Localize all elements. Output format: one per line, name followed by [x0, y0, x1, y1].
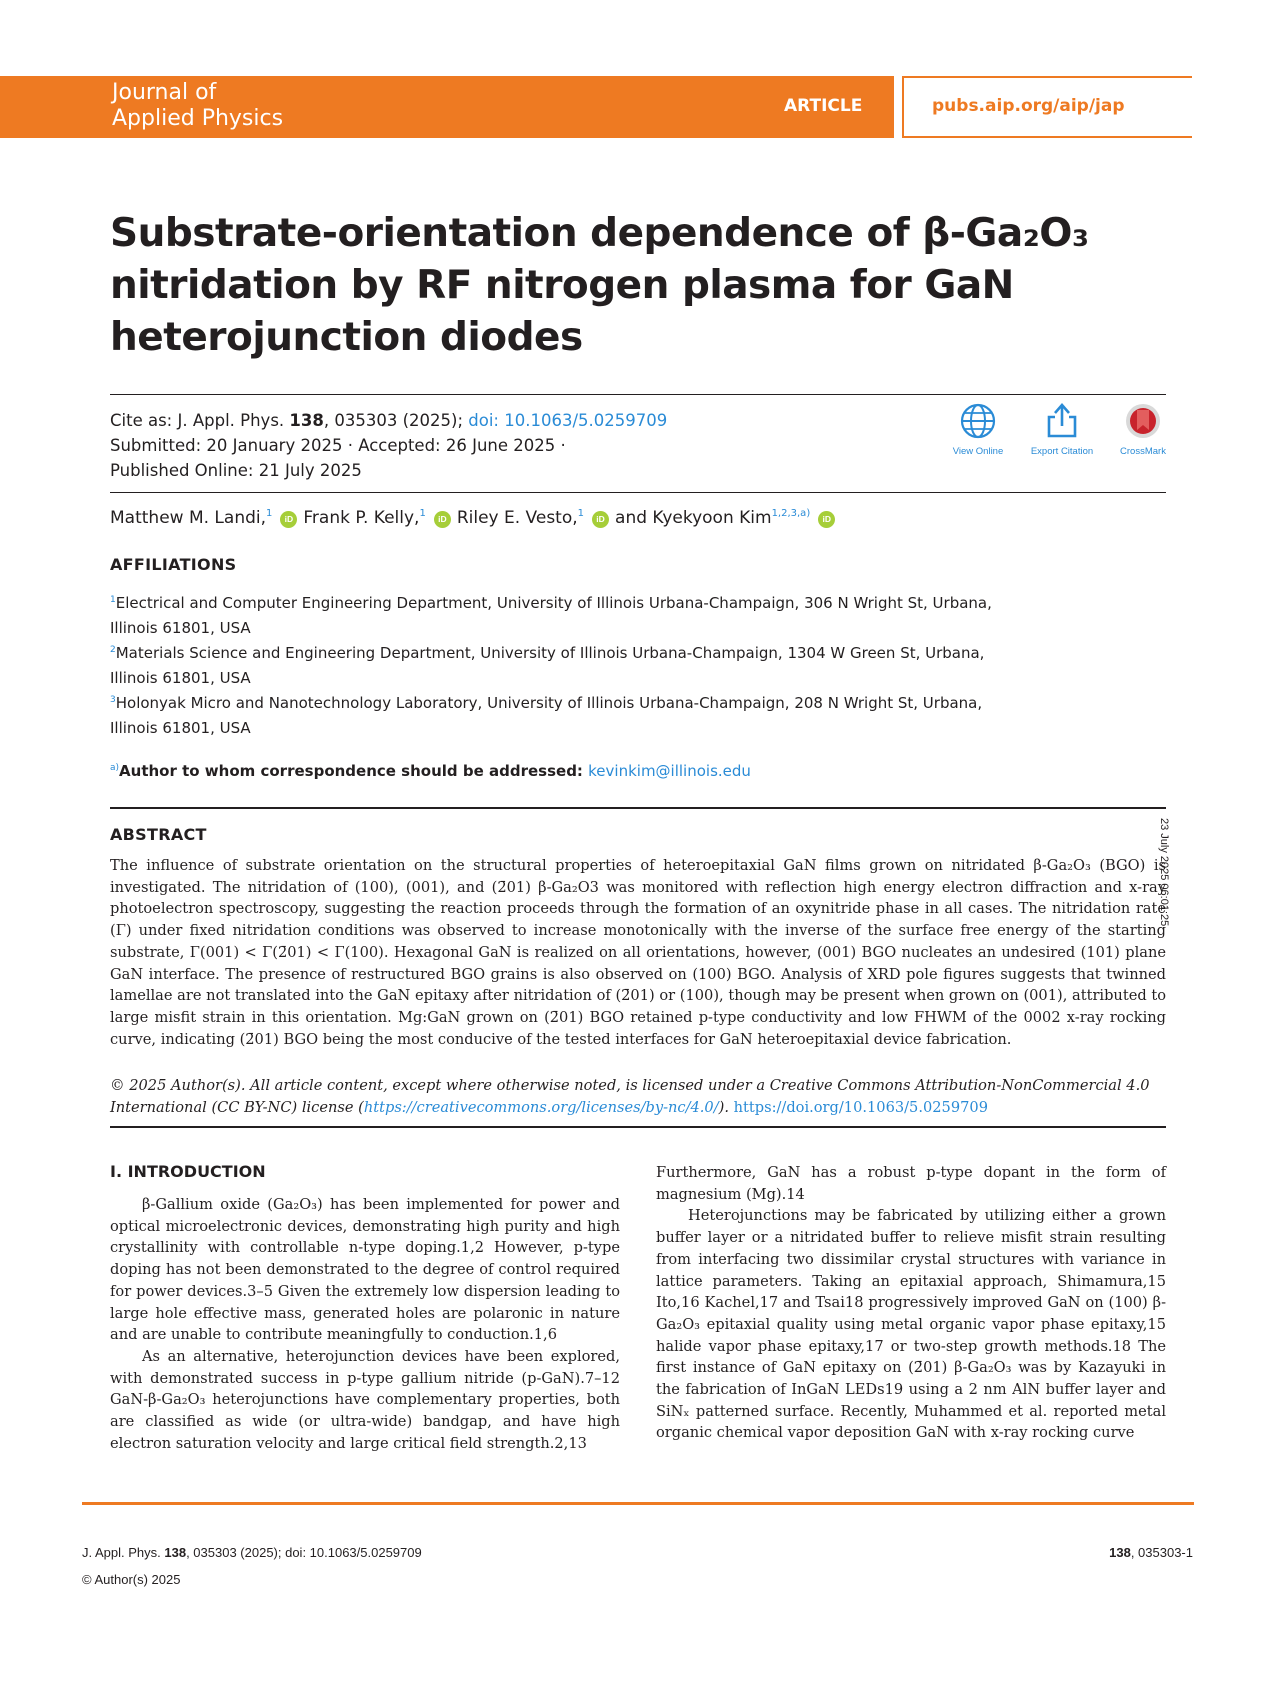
- abstract-text: The influence of substrate orientation on the structural properties of heteroepitaxial GaN films grown on nitridated β-Ga₂O₃ (BGO) is investigated. The nitridation of (100), (001), and (2̄01) β-Ga₂O3 was monitored with reflection high energy electron diffraction and x-ray photoelectron spectroscopy, suggesting the reaction proceeds through the formation of an oxynitride phase in all cases. The nitridation rate (Γ) under fixed nitridation conditions was observed to increase monotonically with the inverse of the surface free energy of the starting substrate, Γ(001) < Γ(2̄01) < Γ(100). Hexagonal GaN is realized on all orientations, however, (001) BGO nucleates an undesired (101) plane GaN interface. The presence of restructured BGO grains is also observed on (100) BGO. Analysis of XRD pole figures suggests that twinned lamellae are not translated into the GaN epitaxy after nitridation of (2̄01) or (100), though may be present when grown on (001), attributed to large misfit strain in this orientation. Mg:GaN grown on (2̄01) BGO retained p-type conductivity and low FHWM of the 0002 x-ray rocking curve, indicating (2̄01) BGO being the most conducive of the tested interfaces for GaN heteroepitaxial device fabrication.: [110, 857, 1166, 1048]
- abstract-top-divider: [110, 807, 1166, 809]
- author-name[interactable]: Frank P. Kelly,: [303, 508, 420, 528]
- footer-citation: [82, 1545, 422, 1560]
- download-date-stamp: 23 July 2025 06:01:25: [1158, 818, 1170, 927]
- author-name[interactable]: Matthew M. Landi,: [110, 508, 267, 528]
- cite-rest: , 035303 (2025);: [323, 411, 469, 430]
- footer-rule: [82, 1502, 1194, 1505]
- paragraph: Furthermore, GaN has a robust p-type dopant in the form of magnesium (Mg).14: [656, 1164, 1166, 1203]
- page-volume: 138: [1109, 1545, 1131, 1560]
- cite-volume: 138: [289, 411, 324, 430]
- body-column-right: [656, 1162, 1166, 1444]
- author-name[interactable]: and Kyekyoon Kim: [615, 508, 772, 528]
- orcid-icon[interactable]: iD: [434, 511, 451, 528]
- author-affiliation-sup: 1: [419, 508, 426, 519]
- footer-copyright: © Author(s) 2025: [82, 1572, 181, 1587]
- affiliation-text: Illinois 61801, USA: [110, 619, 251, 637]
- cite-divider: [110, 492, 1166, 493]
- orcid-icon[interactable]: iD: [592, 511, 609, 528]
- correspondence-email-link[interactable]: kevinkim@illinois.edu: [588, 762, 751, 780]
- paragraph: β-Gallium oxide (Ga₂O₃) has been implemented for power and optical microelectronic devices, demonstrating high purity and high crystallinity with controllable n-type doping.1,2 However, p-type doping has not been demonstrated to the degree of control required for power devices.3–5 Given the extremely low dispersion leading to large hole effective mass, generated holes are polaronic in nature and are unable to contribute meaningfully to conduction.1,6: [110, 1196, 620, 1344]
- affiliation-number: 3: [110, 695, 116, 705]
- affiliation-3: [110, 688, 1160, 741]
- affiliation-text: Materials Science and Engineering Department, University of Illinois Urbana-Champaign, 1304 W Green St, Urbana,: [115, 644, 985, 662]
- author-name[interactable]: Riley E. Vesto,: [456, 508, 578, 528]
- correspondence-label: Author to whom correspondence should be addressed:: [119, 762, 589, 780]
- license-text: © 2025 Author(s). All article content, except where otherwise noted, is licensed under a Creative Commons Attribution-NonCommercial 4.0 International (CC BY-NC) license (: [110, 1077, 1150, 1116]
- view-online-label: View Online: [952, 446, 1004, 457]
- author-affiliation-sup: 1: [577, 508, 585, 519]
- export-citation-button[interactable]: [1017, 402, 1107, 457]
- orcid-icon[interactable]: iD: [280, 511, 297, 528]
- crossmark-icon: [1124, 402, 1162, 440]
- correspondence-note: [110, 762, 751, 780]
- author-affiliation-sup: 1,2,3,a): [771, 508, 811, 519]
- journal-name-line1: Journal of: [112, 80, 217, 105]
- footer-cite-prefix: J. Appl. Phys.: [82, 1545, 165, 1560]
- footer-cite-rest: , 035303 (2025); doi: 10.1063/5.0259709: [186, 1545, 422, 1560]
- export-icon: [1043, 402, 1081, 440]
- title-line-2: nitridation by RF nitrogen plasma for GaN: [110, 263, 1014, 308]
- view-online-button[interactable]: [933, 402, 1023, 457]
- cite-line: [110, 408, 667, 433]
- submitted-line: Submitted: 20 January 2025 · Accepted: 26 June 2025 ·: [110, 436, 566, 455]
- affiliation-number: 2: [110, 645, 116, 655]
- license-doi-link[interactable]: https://doi.org/10.1063/5.0259709: [733, 1098, 988, 1116]
- introduction-heading: I. INTRODUCTION: [110, 1162, 266, 1181]
- paragraph: As an alternative, heterojunction devices have been explored, with demonstrated success in p-type gallium nitride (p-GaN).7–12 GaN-β-Ga₂O₃ heterojunctions have complementary properties, both are classified as wide (or ultra-wide) bandgap, and have high electron saturation velocity and large critical field strength.2,13: [110, 1347, 620, 1452]
- journal-name-line2: Applied Physics: [112, 106, 284, 131]
- affiliation-number: 1: [110, 595, 116, 605]
- affiliations-heading: AFFILIATIONS: [110, 555, 237, 574]
- license-statement: [110, 1075, 1166, 1118]
- journal-name[interactable]: [112, 80, 283, 132]
- body-column-left: [110, 1194, 620, 1454]
- page-number: [1109, 1545, 1193, 1560]
- article-title: [110, 208, 1110, 364]
- journal-url-link[interactable]: pubs.aip.org/aip/jap: [932, 96, 1125, 116]
- author-list: [110, 508, 841, 528]
- author-affiliation-sup: 1: [266, 508, 273, 519]
- crossmark-label: CrossMark: [1120, 446, 1166, 457]
- affiliation-text: Holonyak Micro and Nanotechnology Laboratory, University of Illinois Urbana-Champaign, 208 N Wright St, Urbana,: [115, 694, 983, 712]
- abstract-bottom-divider: [110, 1126, 1166, 1128]
- correspondence-sup: a): [110, 763, 120, 773]
- cite-doi-link[interactable]: doi: 10.1063/5.0259709: [468, 411, 668, 430]
- orcid-icon[interactable]: iD: [818, 511, 835, 528]
- globe-icon: [959, 402, 997, 440]
- article-type-label: ARTICLE: [784, 96, 863, 116]
- title-divider: [110, 394, 1166, 395]
- footer-volume: 138: [164, 1545, 187, 1560]
- paragraph: Heterojunctions may be fabricated by utilizing either a grown buffer layer or a nitridated buffer to relieve misfit strain resulting from interfacing two dissimilar crystal structures with variance in lattice parameters. Taking an epitaxial approach, Shimamura,15 Ito,16 Kachel,17 and Tsai18 progressively improved GaN on (100) β-Ga₂O₃ epitaxial quality using metal organic vapor phase epitaxy,15 halide vapor phase epitaxy,17 or two-step growth methods.18 The first instance of GaN epitaxy on (2̄01) β-Ga₂O₃ was by Kazayuki in the fabrication of InGaN LEDs19 using a 2 nm AlN buffer layer and SiNₓ patterned surface. Recently, Muhammed et al. reported metal organic chemical vapor deposition GaN with x-ray rocking curve: [656, 1207, 1166, 1442]
- affiliation-text: Illinois 61801, USA: [110, 669, 251, 687]
- abstract-heading: ABSTRACT: [110, 825, 207, 844]
- cite-prefix: Cite as: J. Appl. Phys.: [110, 411, 290, 430]
- affiliation-2: [110, 638, 1160, 691]
- published-line: Published Online: 21 July 2025: [110, 461, 362, 480]
- crossmark-button[interactable]: [1098, 402, 1188, 457]
- title-line-3: heterojunction diodes: [110, 315, 583, 360]
- affiliation-1: [110, 588, 1160, 641]
- cc-license-link[interactable]: https://creativecommons.org/licenses/by-nc/4.0/: [363, 1098, 719, 1116]
- affiliation-text: Electrical and Computer Engineering Department, University of Illinois Urbana-Champaign, 306 N Wright St, Urbana,: [115, 594, 992, 612]
- affiliation-text: Illinois 61801, USA: [110, 719, 251, 737]
- page-id: , 035303-1: [1130, 1545, 1193, 1560]
- license-close: ).: [718, 1098, 734, 1116]
- title-line-1: Substrate-orientation dependence of β-Ga₂O₃: [110, 211, 1089, 256]
- export-citation-label: Export Citation: [1030, 446, 1094, 457]
